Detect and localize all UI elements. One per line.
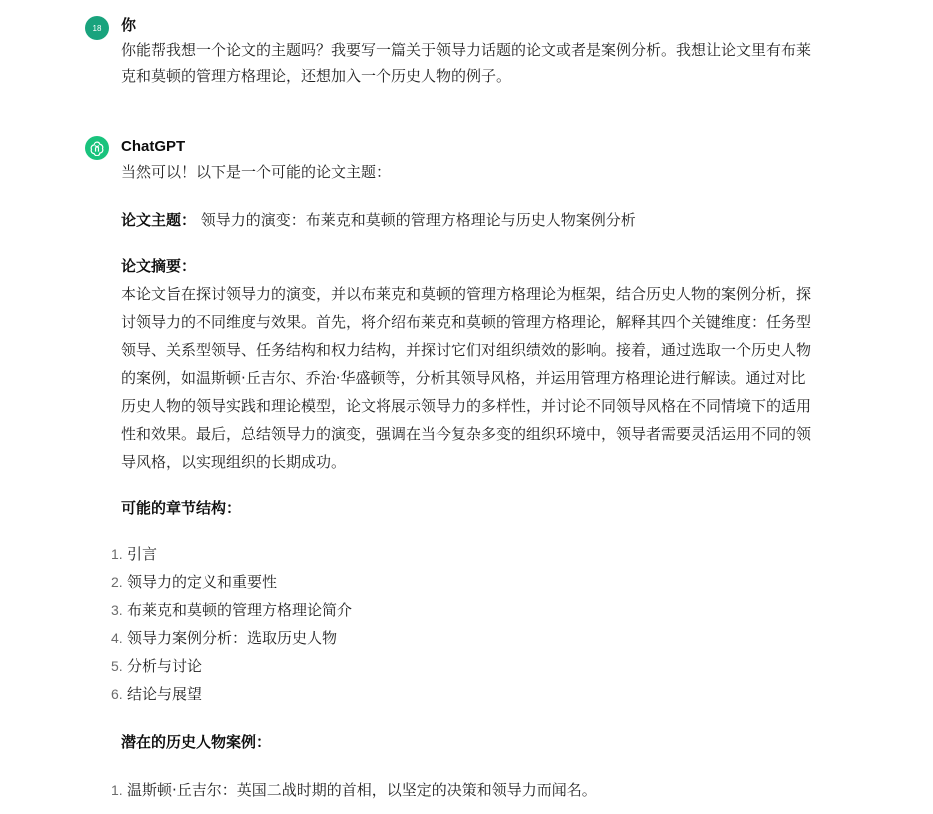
list-item bbox=[111, 624, 821, 652]
topic-text: 领导力的演变：布莱克和莫顿的管理方格理论与历史人物案例分析 bbox=[196, 211, 636, 229]
list-item-text: 结论与展望 bbox=[127, 685, 203, 703]
list-number: 3. bbox=[111, 602, 123, 618]
list-item bbox=[111, 596, 821, 624]
figures-list bbox=[111, 776, 821, 804]
list-item bbox=[111, 652, 821, 680]
user-avatar: 18 bbox=[85, 16, 109, 40]
list-number: 2. bbox=[111, 574, 123, 590]
topic-line bbox=[121, 206, 821, 234]
assistant-author-name: ChatGPT bbox=[121, 138, 186, 155]
list-item-text: 领导力案例分析：选取历史人物 bbox=[127, 629, 338, 647]
list-number: 1. bbox=[111, 782, 123, 798]
chapters-heading: 可能的章节结构： bbox=[121, 499, 242, 517]
list-item-text: 引言 bbox=[127, 545, 158, 563]
list-number: 1. bbox=[111, 546, 123, 562]
user-message-text: 你能帮我想一个论文的主题吗？我要写一篇关于领导力话题的论文或者是案例分析。我想让论文里有布莱克和莫顿的管理方格理论，还想加入一个历史人物的例子。 bbox=[121, 41, 812, 85]
list-item-text: 布莱克和莫顿的管理方格理论简介 bbox=[127, 601, 353, 619]
list-item bbox=[111, 540, 821, 568]
user-author-name: 你 bbox=[121, 17, 137, 34]
list-number: 4. bbox=[111, 630, 123, 646]
list-item-text: 分析与讨论 bbox=[127, 657, 203, 675]
list-item-text: 领导力的定义和重要性 bbox=[127, 573, 278, 591]
figures-heading: 潜在的历史人物案例： bbox=[121, 733, 272, 751]
list-number: 5. bbox=[111, 658, 123, 674]
list-item-text: 温斯顿·丘吉尔：英国二战时期的首相，以坚定的决策和领导力而闻名。 bbox=[127, 781, 597, 799]
list-item bbox=[111, 680, 821, 708]
chapters-list bbox=[111, 540, 821, 708]
abstract-heading: 论文摘要： bbox=[121, 257, 197, 275]
list-item bbox=[111, 776, 821, 804]
abstract-text: 本论文旨在探讨领导力的演变，并以布莱克和莫顿的管理方格理论为框架，结合历史人物的案例分析，探讨领导力的不同维度与效果。首先，将介绍布莱克和莫顿的管理方格理论，解释其四个关键维度：任务型领导、关系型领导、任务结构和权力结构，并探讨它们对组织绩效的影响。接着，通过选取一个历史人物的案例，如温斯顿·丘吉尔、乔治·华盛顿等，分析其领导风格，并运用管理方格理论进行解读。通过对比历史人物的领导实践和理论模型，论文将展示领导力的多样性，并讨论不同领导风格在不同情境下的适用性和效果。最后，总结领导力的演变，强调在当今复杂多变的组织环境中，领导者需要灵活运用不同的领导风格，以实现组织的长期成功。 bbox=[121, 285, 812, 471]
assistant-intro: 当然可以！以下是一个可能的论文主题： bbox=[121, 163, 392, 181]
list-item bbox=[111, 568, 821, 596]
openai-logo-icon bbox=[89, 140, 105, 156]
topic-label: 论文主题： bbox=[121, 211, 197, 229]
assistant-message-body bbox=[111, 158, 821, 804]
list-number: 6. bbox=[111, 686, 123, 702]
chatgpt-logo-icon bbox=[85, 136, 109, 160]
